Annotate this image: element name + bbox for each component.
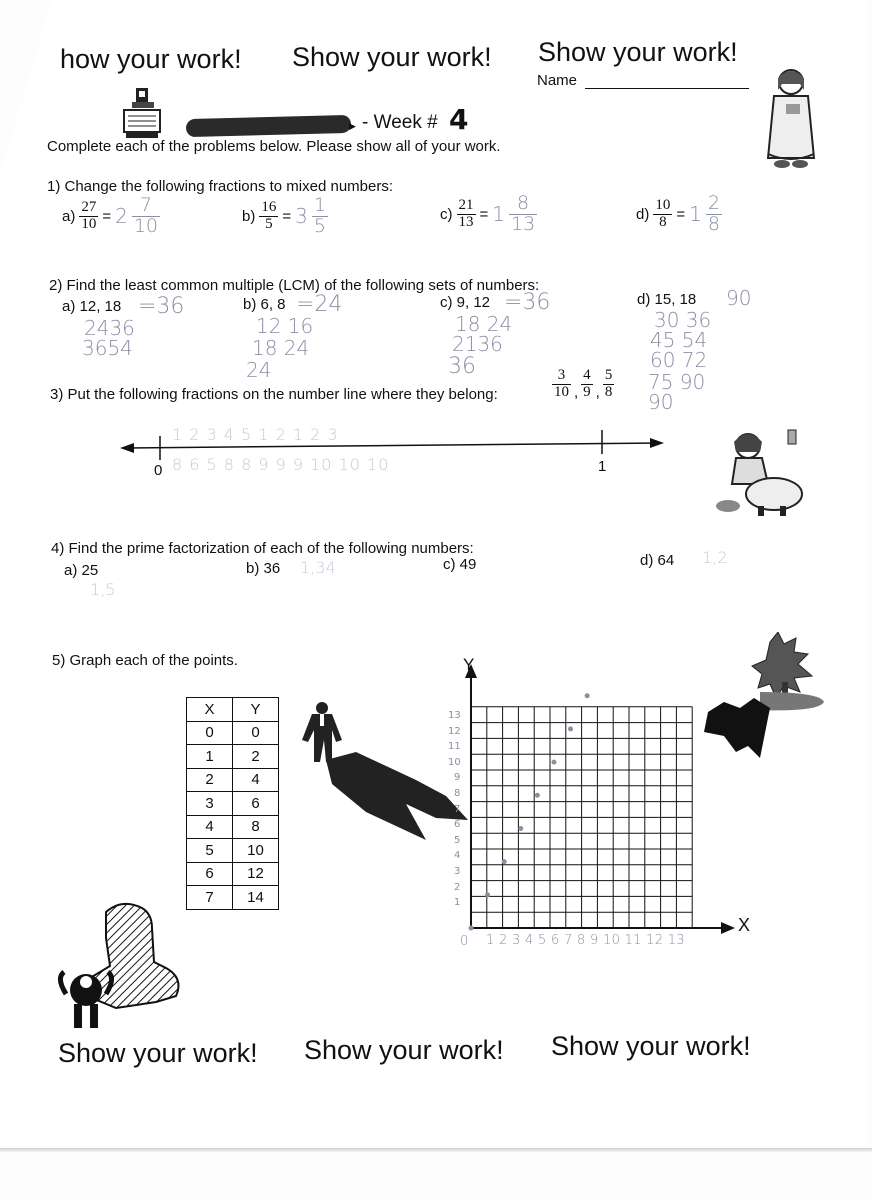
xy-table-header-row xyxy=(187,698,279,722)
desk-books-clipart-icon xyxy=(120,86,166,142)
q1-c-equals: = xyxy=(479,205,489,223)
q2-b-work-2: 18 24 xyxy=(252,336,310,360)
q4-prompt: 4) Find the prime factorization of each of the following numbers: xyxy=(51,540,474,557)
q1-b-equals: = xyxy=(282,207,292,225)
q2-c-work-1: 18 24 xyxy=(455,312,513,336)
number-line-faint-work-bottom: 8 6 5 8 8 9 9 9 10 10 10 xyxy=(172,455,390,474)
banner-bottom-2: Show your work! xyxy=(304,1035,504,1065)
table-row xyxy=(187,815,279,839)
banner-bottom-3: Show your work! xyxy=(551,1031,751,1061)
number-line-faint-work-top: 1 2 3 4 5 1 2 1 2 3 xyxy=(172,425,339,444)
name-line xyxy=(585,88,749,89)
q4-a-label: a) 25 xyxy=(64,562,99,579)
q1-b-fraction: $\frac{16}{5}$ xyxy=(261,199,277,232)
q1-a-answer-fraction: $\frac{7}{10}$ xyxy=(133,194,159,237)
q1-b-label: b) xyxy=(242,207,256,225)
q1-d-answer-fraction: $\frac{2}{8}$ xyxy=(707,192,720,235)
q2-a-answer: =36 xyxy=(138,294,185,319)
plotted-point xyxy=(518,826,523,831)
table-row xyxy=(187,768,279,792)
q1-c-label: c) xyxy=(440,205,453,223)
q1-b-answer-fraction: $\frac{1}{5}$ xyxy=(313,194,326,237)
y-axis-handwritten-number: 8 xyxy=(454,788,461,799)
y-axis-handwritten-number: 9 xyxy=(454,772,461,784)
grid-lines xyxy=(471,707,692,928)
q3-fraction-list xyxy=(552,368,614,401)
q2-d-work-5: 90 xyxy=(648,390,674,414)
q3-comma-1: , xyxy=(574,383,579,401)
number-line-one-label: 1 xyxy=(598,458,607,475)
page-edge-shadow xyxy=(0,1148,872,1152)
y-axis-handwritten-number: 10 xyxy=(448,756,461,768)
xy-cell: 0 xyxy=(233,721,279,745)
y-axis-label: Y xyxy=(463,655,475,674)
xy-header-x: X xyxy=(187,698,233,722)
plotted-point xyxy=(551,760,556,765)
q4-d-work: 1,2 xyxy=(702,548,728,567)
xy-cell: 4 xyxy=(233,768,279,792)
y-axis-handwritten-number: 11 xyxy=(448,741,461,753)
q2-c-answer: =36 xyxy=(504,290,551,315)
q2-d-work-1: 30 36 xyxy=(654,308,712,332)
q1-d-equals: = xyxy=(676,205,686,223)
q1-a-equals: = xyxy=(102,207,112,225)
xy-cell: 14 xyxy=(233,886,279,910)
q3-comma-2: , xyxy=(595,383,600,401)
q1-a-label: a) xyxy=(62,207,76,225)
name-label: Name xyxy=(537,72,578,89)
x-axis-arrow-icon xyxy=(721,922,735,934)
xy-cell: 5 xyxy=(187,839,233,863)
q1-a-answer-whole: 2 xyxy=(115,204,128,229)
cat-tree-clipart-icon xyxy=(700,632,830,768)
table-row xyxy=(187,792,279,816)
y-axis-handwritten-number: 3 xyxy=(454,866,461,877)
businessman-shadow-clipart-icon xyxy=(296,700,472,850)
q3-fraction-2: $\frac{4}{9}$ xyxy=(583,367,591,400)
xy-table xyxy=(186,697,279,910)
xy-cell: 1 xyxy=(187,745,233,769)
q4-b-label: b) 36 xyxy=(246,560,281,577)
q2-b-work-3: 24 xyxy=(246,358,272,382)
q1-item-c xyxy=(440,194,537,235)
y-axis-handwritten-number: 12 xyxy=(448,725,461,737)
q1-d-fraction: $\frac{10}{8}$ xyxy=(655,197,671,230)
xy-cell: 7 xyxy=(187,886,233,910)
plotted-point xyxy=(585,693,590,698)
q1-c-answer-fraction: $\frac{8}{13}$ xyxy=(511,192,536,235)
y-axis-handwritten-number: 2 xyxy=(454,881,461,893)
q4-c-label: c) 49 xyxy=(443,556,477,573)
y-axis-handwritten-number: 1 xyxy=(454,897,461,909)
arrow-tip-icon: ▶ xyxy=(349,121,356,131)
xy-cell: 6 xyxy=(187,862,233,886)
q4-b-work: 1,34 xyxy=(300,558,336,577)
q2-c-work-3: 36 xyxy=(448,354,476,379)
q2-d-work-4: 75 90 xyxy=(648,370,706,394)
q4-a-work: 1,5 xyxy=(90,580,116,599)
xy-cell: 10 xyxy=(233,839,279,863)
q2-d-work-3: 60 72 xyxy=(650,348,708,372)
q1-d-label: d) xyxy=(636,205,650,223)
q2-b-label: b) 6, 8 xyxy=(243,296,286,313)
q1-item-a xyxy=(62,196,160,237)
q2-a-work-1: 2436 xyxy=(84,316,135,340)
q1-a-fraction: $\frac{27}{10}$ xyxy=(81,199,97,232)
y-axis-handwritten-number: 7 xyxy=(454,803,461,815)
q2-a-work-2: 3654 xyxy=(82,336,133,360)
origin-label: 0 xyxy=(460,934,469,949)
banner-top-3: Show your work! xyxy=(538,37,738,67)
q5-prompt: 5) Graph each of the points. xyxy=(52,652,238,669)
table-row xyxy=(187,862,279,886)
xy-cell: 8 xyxy=(233,815,279,839)
plotted-point xyxy=(568,726,573,731)
y-axis-handwritten-number: 6 xyxy=(454,819,461,831)
q2-c-label: c) 9, 12 xyxy=(440,294,491,311)
q3-prompt: 3) Put the following fractions on the number line where they belong: xyxy=(50,386,498,403)
q1-c-answer-whole: 1 xyxy=(492,202,505,227)
xy-cell: 2 xyxy=(187,768,233,792)
plotted-point xyxy=(485,892,490,897)
q3-fraction-3: $\frac{5}{8}$ xyxy=(604,367,613,400)
q1-b-answer-whole: 3 xyxy=(295,204,308,229)
week-number-handwritten: 4 xyxy=(449,103,469,136)
plotted-point xyxy=(469,926,474,931)
xy-cell: 12 xyxy=(233,862,279,886)
q1-d-answer-whole: 1 xyxy=(689,202,702,227)
y-axis-handwritten-number: 13 xyxy=(448,710,461,721)
q2-d-work-2: 45 54 xyxy=(650,328,708,352)
banner-top-1: how your work! xyxy=(60,44,242,74)
girl-reading-clipart-icon xyxy=(764,66,818,170)
q1-item-d xyxy=(636,194,722,235)
x-axis-label: X xyxy=(738,915,751,935)
q2-b-answer: =24 xyxy=(296,292,343,317)
table-row xyxy=(187,839,279,863)
q2-prompt: 2) Find the least common multiple (LCM) of the following sets of numbers: xyxy=(49,277,540,294)
q2-d-answer: 90 xyxy=(726,286,752,310)
q1-prompt: 1) Change the following fractions to mixed numbers: xyxy=(47,178,394,195)
girl-piggy-bank-clipart-icon xyxy=(714,424,808,522)
table-row xyxy=(187,886,279,910)
table-row xyxy=(187,721,279,745)
y-axis-handwritten-number: 4 xyxy=(454,850,461,862)
xy-cell: 6 xyxy=(233,792,279,816)
q2-a-label: a) 12, 18 xyxy=(62,298,122,315)
week-label: - Week # xyxy=(362,112,438,133)
banner-top-2: Show your work! xyxy=(292,42,492,72)
q1-c-fraction: $\frac{21}{13}$ xyxy=(458,197,474,230)
y-axis-handwritten-number: 5 xyxy=(454,834,461,846)
q2-c-work-2: 2136 xyxy=(452,332,503,356)
q1-item-b xyxy=(242,196,328,237)
banner-bottom-1: Show your work! xyxy=(58,1038,258,1068)
xy-header-y: Y xyxy=(233,698,279,722)
x-axis-handwritten-numbers: 1 2 3 4 5 6 7 8 9 10 11 12 13 xyxy=(486,933,685,948)
xy-cell: 4 xyxy=(187,815,233,839)
xy-cell: 2 xyxy=(233,745,279,769)
instructions: Complete each of the problems below. Please show all of your work. xyxy=(47,138,501,155)
q4-d-label: d) 64 xyxy=(640,552,675,569)
q3-fraction-1: $\frac{3}{10}$ xyxy=(554,367,569,400)
table-row xyxy=(187,745,279,769)
xy-cell: 0 xyxy=(187,721,233,745)
number-line-zero-label: 0 xyxy=(154,462,163,479)
q2-b-work-1: 12 16 xyxy=(256,314,314,338)
q2-d-label: d) 15, 18 xyxy=(637,291,697,308)
plotted-point xyxy=(502,859,507,864)
xy-cell: 3 xyxy=(187,792,233,816)
plotted-point xyxy=(535,793,540,798)
top-hat-character-clipart-icon xyxy=(56,898,188,1032)
